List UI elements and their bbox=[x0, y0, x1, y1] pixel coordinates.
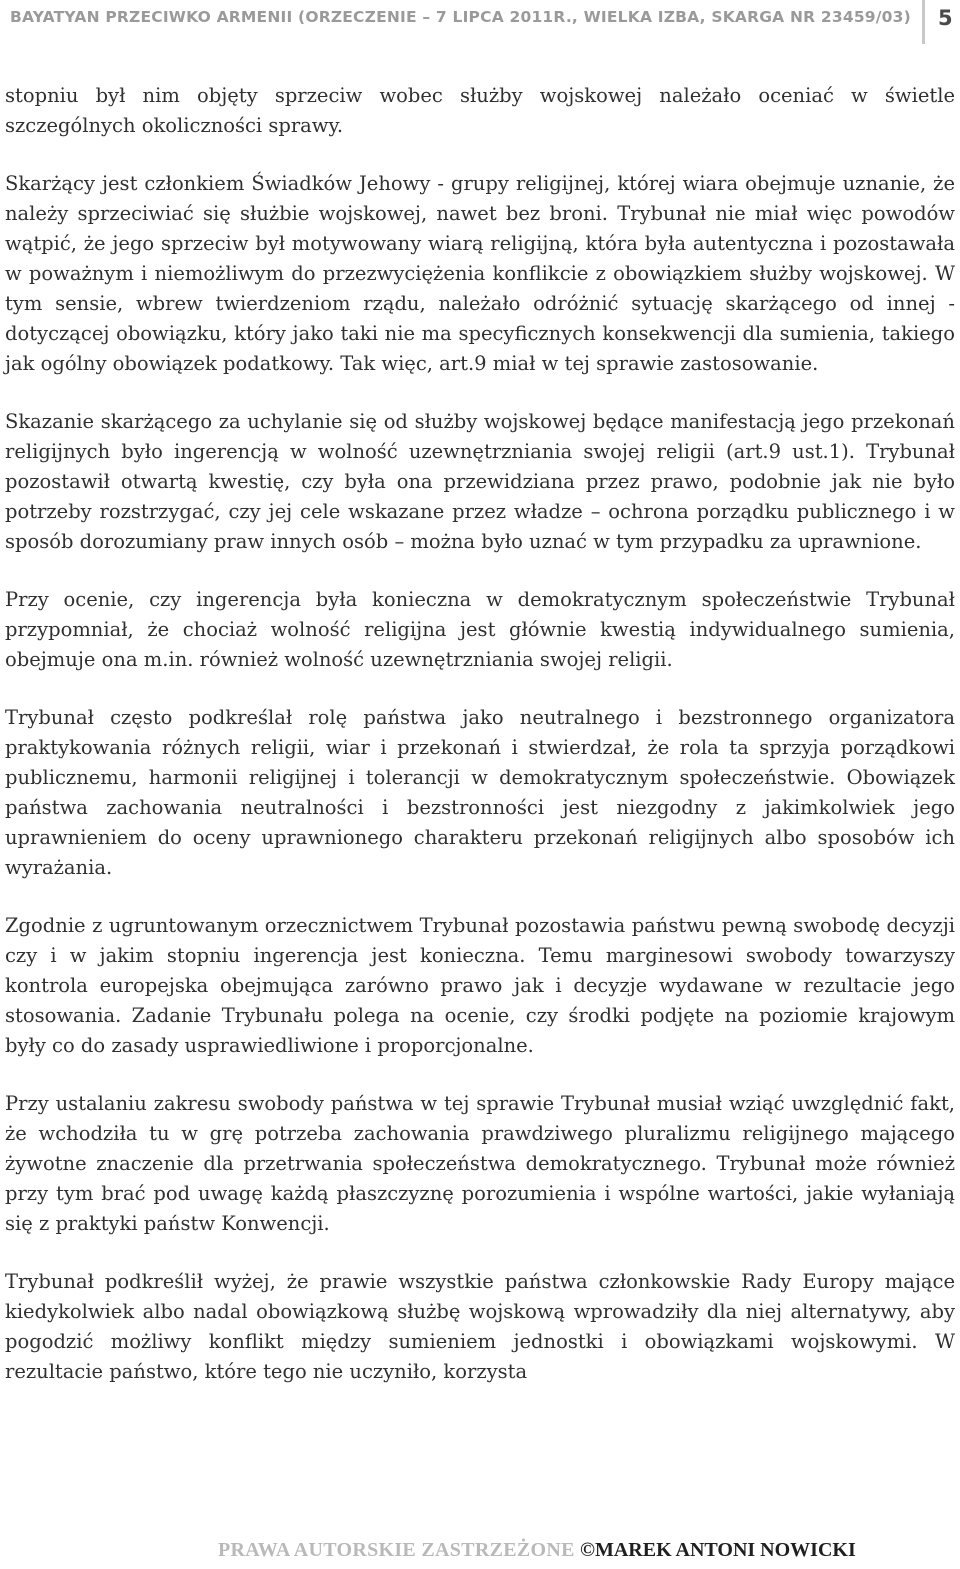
paragraph: Skarżący jest członkiem Świadków Jehowy - grupy religijnej, której wiara obejmuje uznanie, że należy sprzeciwiać się służbie wojskowej, nawet bez broni. Trybunał nie miał więc powodów wątpić, że jego sprzeciw był motywowany wiarą religijną, która była autentyczna i pozostawała w poważnym i niemożliwym do przezwyciężenia konflikcie z obowiązkiem służby wojskowej. W tym sensie, wbrew twierdzeniom rządu, należało odróżnić sytuację skarżącego od innej - dotyczącej obowiązku, który jako taki nie ma specyficznych konsekwencji dla sumienia, takiego jak ogólny obowiązek podatkowy. Tak więc, art.9 miał w tej sprawie zastosowanie. bbox=[5, 172, 955, 375]
footer-author: ©MAREK ANTONI NOWICKI bbox=[580, 1539, 856, 1561]
paragraph: Przy ustalaniu zakresu swobody państwa w tej sprawie Trybunał musiał wziąć uwzględnić fakt, że wchodziła tu w grę potrzeba zachowania prawdziwego pluralizmu religijnego mającego żywotne znaczenie dla przetrwania społeczeństwa demokratycznego. Trybunał może również przy tym brać pod uwagę każdą płaszczyznę porozumienia i wspólne wartości, jakie wyłaniają się z praktyki państw Konwencji. bbox=[5, 1092, 955, 1235]
page-footer bbox=[218, 1539, 856, 1562]
paragraph: Trybunał podkreślił wyżej, że prawie wszystkie państwa członkowskie Rady Europy mające kiedykolwiek albo nadal obowiązkową służbę wojskową wprowadziły dla niej alternatywy, aby pogodzić możliwy konflikt między sumieniem jednostki i obowiązkami wojskowymi. W rezultacie państwo, które tego nie uczyniło, korzysta bbox=[5, 1270, 955, 1383]
page-header bbox=[0, 0, 960, 44]
document-body bbox=[5, 81, 955, 1415]
paragraph: Zgodnie z ugruntowanym orzecznictwem Trybunał pozostawia państwu pewną swobodę decyzji czy i w jakim stopniu ingerencja jest konieczna. Temu marginesowi swobody towarzyszy kontrola europejska obejmująca zarówno prawo jak i decyzje wydawane w rezultacie jego stosowania. Zadanie Trybunału polega na ocenie, czy środki podjęte na poziomie krajowym były co do zasady usprawiedliwione i proporcjonalne. bbox=[5, 914, 955, 1057]
paragraph: Skazanie skarżącego za uchylanie się od służby wojskowej będące manifestacją jego przekonań religijnych było ingerencją w wolność uzewnętrzniania swojej religii (art.9 ust.1). Trybunał pozostawił otwartą kwestię, czy była ona przewidziana przez prawo, podobnie jak nie było potrzeby rozstrzygać, czy jej cele wskazane przez władze – ochrona porządku publicznego i w sposób dorozumiany praw innych osób – można było uznać w tym przypadku za uprawnione. bbox=[5, 410, 955, 553]
paragraph: Przy ocenie, czy ingerencja była konieczna w demokratycznym społeczeństwie Trybunał przypomniał, że chociaż wolność religijna jest głównie kwestią indywidualnego sumienia, obejmuje ona m.in. również wolność uzewnętrzniania swojej religii. bbox=[5, 588, 955, 671]
paragraph: Trybunał często podkreślał rolę państwa jako neutralnego i bezstronnego organizatora praktykowania różnych religii, wiar i przekonań i stwierdzał, że rola ta sprzyja porządkowi publicznemu, harmonii religijnej i tolerancji w demokratycznym społeczeństwie. Obowiązek państwa zachowania neutralności i bezstronności jest niezgodny z jakimkolwiek jego uprawnieniem do oceny uprawnionego charakteru przekonań religijnych albo sposobów ich wyrażania. bbox=[5, 706, 955, 879]
paragraph: stopniu był nim objęty sprzeciw wobec służby wojskowej należało oceniać w świetle szczególnych okoliczności sprawy. bbox=[5, 84, 955, 137]
footer-rights: PRAWA AUTORSKIE ZASTRZEŻONE bbox=[218, 1539, 581, 1561]
header-title: BAYATYAN PRZECIWKO ARMENII (ORZECZENIE – 7 LIPCA 2011R., WIELKA IZBA, SKARGA NR 23459/03) bbox=[10, 8, 911, 26]
header-separator bbox=[922, 0, 925, 44]
page-number: 5 bbox=[938, 6, 953, 30]
